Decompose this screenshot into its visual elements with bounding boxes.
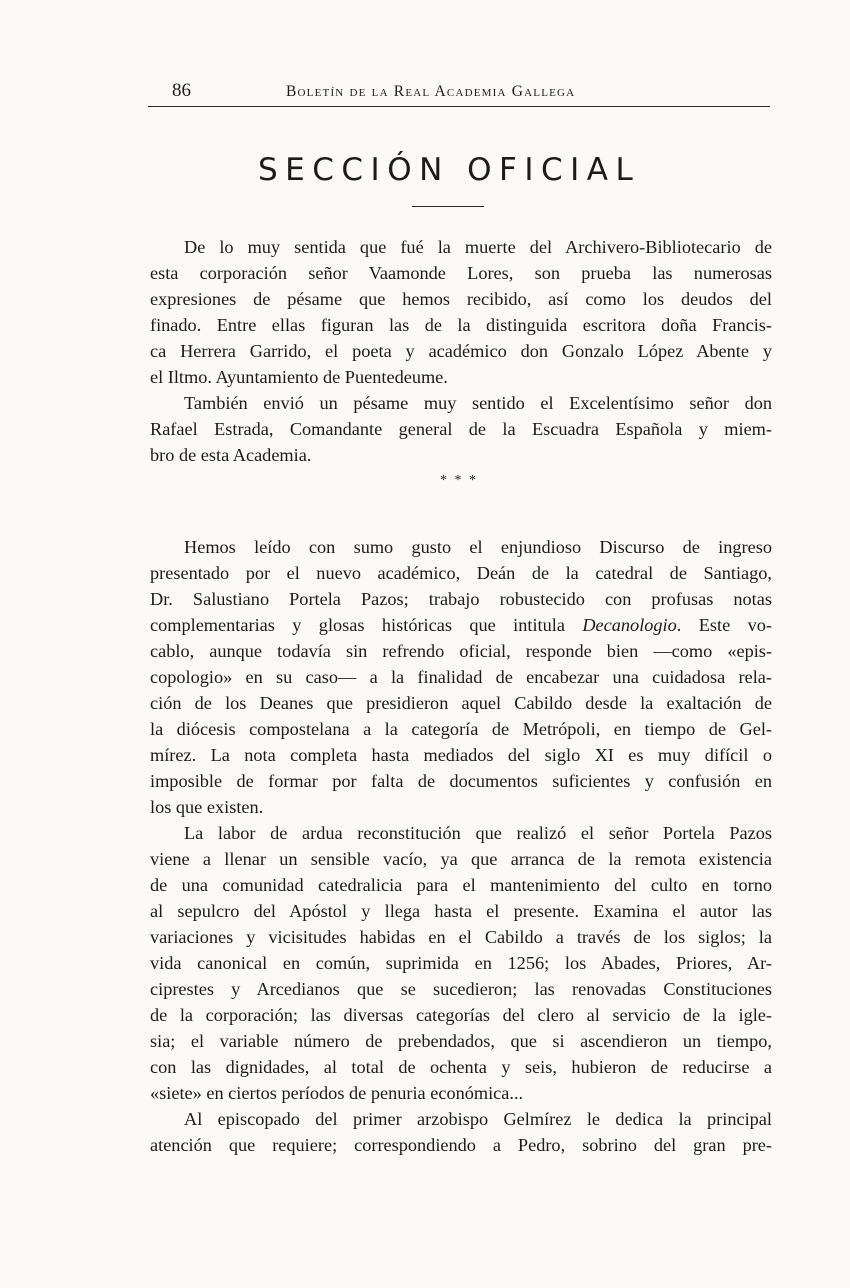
text-line: La labor de ardua reconstitución que realizó el señor Portela Pazos [184, 823, 772, 843]
text-segment: . Este vo- [676, 615, 772, 635]
journal-title: Boletín de la Real Academia Gallega [286, 83, 576, 100]
text-line: sia; el variable número de prebendados, que si ascendieron un tiempo, [150, 1031, 772, 1051]
text-segment: complementarias y glosas históricas que intitula [150, 615, 583, 635]
text-line: con las dignidades, al total de ochenta y seis, hubieron de reducirse a [150, 1057, 772, 1077]
text-line: copologio» en su caso— a la finalidad de encabezar una cuidadosa rela- [150, 667, 772, 687]
text-line [150, 614, 772, 636]
text-line: finado. Entre ellas figuran las de la distinguida escritora doña Francis- [150, 315, 772, 335]
text-line: viene a llenar un sensible vacío, ya que arranca de la remota existencia [150, 849, 772, 869]
text-line: ción de los Deanes que presidieron aquel Cabildo desde la exaltación de [150, 693, 772, 713]
title-rule [412, 206, 484, 207]
text-line: al sepulcro del Apóstol y llega hasta el presente. Examina el autor las [150, 901, 772, 921]
section-separator: * * * [440, 473, 478, 488]
text-line: variaciones y vicisitudes habidas en el Cabildo a través de los siglos; la [150, 927, 772, 947]
text-line: ca Herrera Garrido, el poeta y académico don Gonzalo López Abente y [150, 341, 772, 361]
text-line: Rafael Estrada, Comandante general de la Escuadra Española y miem- [150, 419, 772, 439]
text-line: «siete» en ciertos períodos de penuria económica... [150, 1083, 524, 1103]
text-line: vida canonical en común, suprimida en 1256; los Abades, Priores, Ar- [150, 953, 772, 973]
page-number: 86 [172, 80, 191, 101]
text-line: de la corporación; las diversas categorías del clero al servicio de la igle- [150, 1005, 772, 1025]
text-line: Dr. Salustiano Portela Pazos; trabajo robustecido con profusas notas [150, 589, 772, 609]
section-title: SECCIÓN OFICIAL [258, 152, 641, 188]
text-line: el Iltmo. Ayuntamiento de Puentedeume. [150, 367, 448, 387]
running-header [148, 78, 770, 107]
italic-title: Decanologio [582, 615, 677, 635]
text-line: presentado por el nuevo académico, Deán de la catedral de Santiago, [150, 563, 772, 583]
text-line: los que existen. [150, 797, 264, 817]
text-line: la diócesis compostelana a la categoría de Metrópoli, en tiempo de Gel- [150, 719, 772, 739]
text-line: bro de esta Academia. [150, 445, 312, 465]
text-line: De lo muy sentida que fué la muerte del Archivero-Bibliotecario de [184, 237, 772, 257]
text-line: imposible de formar por falta de documentos suficientes y confusión en [150, 771, 772, 791]
text-line: cablo, aunque todavía sin refrendo oficial, responde bien —como «epis- [150, 641, 772, 661]
text-line: atención que requiere; correspondiendo a Pedro, sobrino del gran pre- [150, 1135, 772, 1155]
text-line: También envió un pésame muy sentido el Excelentísimo señor don [184, 393, 772, 413]
text-line: Hemos leído con sumo gusto el enjundioso Discurso de ingreso [184, 537, 772, 557]
text-line: expresiones de pésame que hemos recibido, así como los deudos del [150, 289, 772, 309]
text-line: Al episcopado del primer arzobispo Gelmírez le dedica la principal [184, 1109, 772, 1129]
text-line: esta corporación señor Vaamonde Lores, son prueba las numerosas [150, 263, 772, 283]
text-line: mírez. La nota completa hasta mediados del siglo XI es muy difícil o [150, 745, 772, 765]
text-line: de una comunidad catedralicia para el mantenimiento del culto en torno [150, 875, 772, 895]
text-line: ciprestes y Arcedianos que se sucedieron; las renovadas Constituciones [150, 979, 772, 999]
